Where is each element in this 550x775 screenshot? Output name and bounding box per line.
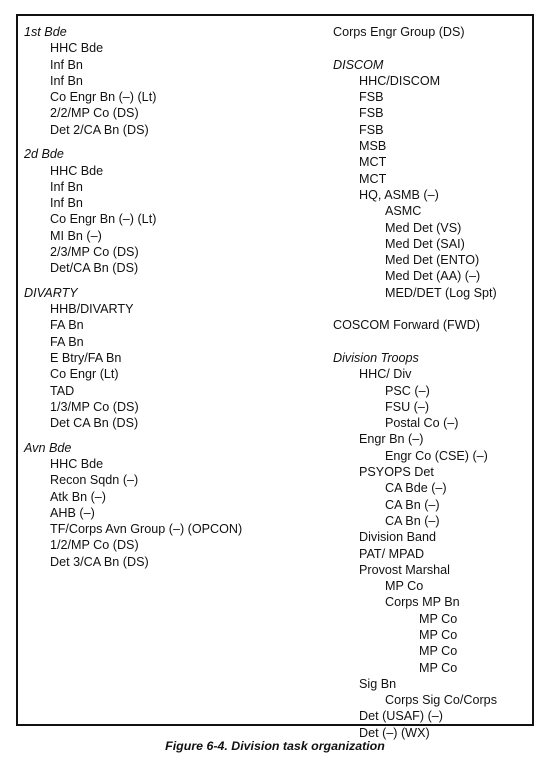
task-organization-box [16,14,534,740]
unit-entry: Det 3/CA Bn (DS) [50,554,149,569]
unit-entry: PSC (–) [385,383,430,398]
unit-entry: Det CA Bn (DS) [50,416,139,431]
unit-entry: 1/2/MP Co (DS) [50,538,139,553]
section-title-coscom-forward-fwd: COSCOM Forward (FWD) [333,318,480,333]
unit-entry: CA Bde (–) [385,481,447,496]
figure-caption: Figure 6-4. Division task organization [165,739,385,753]
unit-entry: MCT [359,155,387,170]
unit-entry: Med Det (AA) (–) [385,269,481,284]
unit-entry: MP Co [419,627,458,642]
unit-entry: MP Co [419,644,458,659]
unit-entry: FSU (–) [385,399,430,414]
unit-entry: ASMC [385,204,422,219]
unit-entry: Co Engr Bn (–) (Lt) [50,90,157,105]
unit-entry: TF/Corps Avn Group (–) (OPCON) [50,522,243,537]
unit-entry: Det (USAF) (–) [359,709,443,724]
unit-entry: HHC/DISCOM [359,73,441,88]
unit-entry: TAD [50,383,75,398]
unit-entry: Med Det (SAI) [385,236,465,251]
unit-entry: 2/3/MP Co (DS) [50,245,139,260]
unit-entry: Co Engr (Lt) [50,367,119,382]
unit-entry: Atk Bn (–) [50,489,106,504]
unit-entry: PAT/ MPAD [359,546,425,561]
unit-entry: MP Co [385,579,424,594]
unit-entry: CA Bn (–) [385,497,440,512]
unit-entry: Inf Bn [50,196,83,211]
section-title-corps-engr-group-ds: Corps Engr Group (DS) [333,25,465,39]
section-title-division-troops: Division Troops [333,350,419,365]
unit-entry: Inf Bn [50,179,83,194]
unit-entry: CA Bn (–) [385,513,440,528]
unit-entry: HHC/ Div [359,367,412,382]
unit-entry: Co Engr Bn (–) (Lt) [50,212,157,227]
unit-entry: Recon Sqdn (–) [50,473,139,488]
section-title-discom: DISCOM [333,57,384,72]
unit-entry: 2/2/MP Co (DS) [50,106,139,121]
unit-entry: Division Band [359,530,437,545]
unit-entry: Det/CA Bn (DS) [50,261,139,276]
unit-entry: Sig Bn [359,676,397,691]
section-title-1st-bde: 1st Bde [24,25,67,39]
unit-entry: Corps MP Bn [385,595,460,610]
unit-entry: MP Co [419,660,458,675]
unit-entry: FSB [359,122,384,137]
unit-entry: AHB (–) [50,505,95,520]
unit-entry: PSYOPS Det [359,465,434,480]
unit-entry: MED/DET (Log Spt) [385,285,497,300]
unit-entry: HHC Bde [50,456,104,471]
unit-entry: FA Bn [50,318,84,333]
unit-entry: Engr Co (CSE) (–) [385,448,488,463]
unit-entry: MCT [359,171,387,186]
unit-entry: E Btry/FA Bn [50,351,122,366]
left-column [24,24,324,570]
unit-entry: HHB/DIVARTY [50,302,134,317]
unit-entry: MI Bn (–) [50,228,102,243]
unit-entry: Med Det (ENTO) [385,253,480,268]
unit-entry: FA Bn [50,334,84,349]
unit-entry: Med Det (VS) [385,220,462,235]
section-title-avn-bde: Avn Bde [24,440,72,455]
unit-entry: MP Co [419,611,458,626]
right-column [333,24,533,741]
unit-entry: Det 2/CA Bn (DS) [50,122,149,137]
unit-entry: Inf Bn [50,57,83,72]
unit-entry: Postal Co (–) [385,416,459,431]
unit-entry: MSB [359,139,387,154]
unit-entry: HQ, ASMB (–) [359,187,439,202]
section-title-2d-bde: 2d Bde [24,147,64,162]
unit-entry: Engr Bn (–) [359,432,424,447]
unit-entry: HHC Bde [50,41,104,56]
unit-entry: Corps Sig Co/Corps [385,693,497,708]
unit-entry: Provost Marshal [359,562,450,577]
unit-entry: FSB [359,106,384,121]
unit-entry: Det (–) (WX) [359,725,430,740]
unit-entry: 1/3/MP Co (DS) [50,399,139,414]
unit-entry: Inf Bn [50,73,83,88]
unit-entry: FSB [359,90,384,105]
unit-entry: HHC Bde [50,163,104,178]
section-title-divarty: DIVARTY [24,285,78,300]
